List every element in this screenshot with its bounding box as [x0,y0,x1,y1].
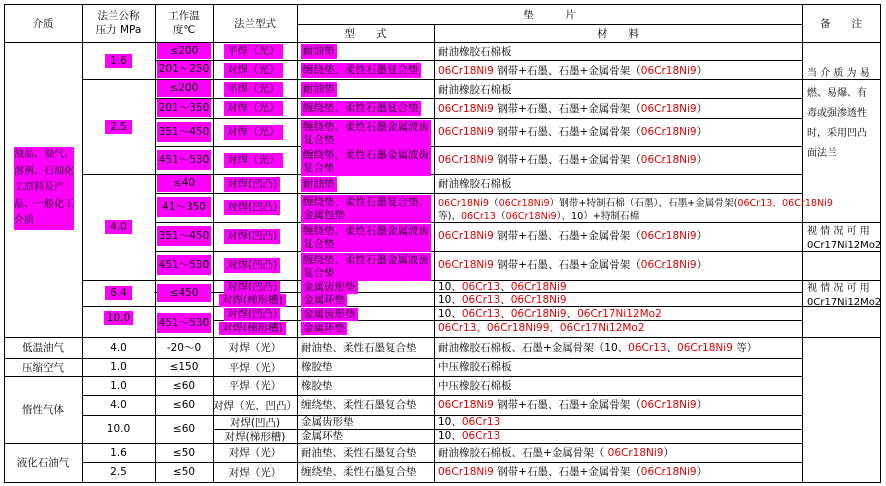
material-cell: 耐油橡胶石棉板 [438,46,512,58]
material-cell: 06Cr13、06Cr18Ni99、06Cr17Ni12Mo2 [438,322,645,334]
material-cell: 06Cr18Ni9 钢带+石墨、石墨+金属骨架（06Cr18Ni9） [438,259,708,271]
flange-type-cell: 对焊(凹凸) [224,200,280,215]
material-cell: 06Cr18Ni9 钢带+石墨、石墨+金属骨架（06Cr18Ni9） [438,126,708,138]
flange-type-cell: 对焊(梯形槽) [219,322,286,335]
header-gasket: 垫 片 [523,8,576,21]
medium-compressed-air: 压缩空气 [22,361,64,374]
flange-type-cell: 对焊（光） [228,447,282,459]
temp-cell: 351～450 [157,122,211,142]
temp-cell: 201～350 [157,99,211,117]
gasket-type-cell: 橡胶垫 [301,380,333,392]
material-cell: 中压橡胶石棉板 [438,361,512,373]
flange-type-cell: 对焊（光） [224,125,283,140]
temp-cell: ≤60 [172,399,196,411]
material-cell: 06Cr18Ni9（06Cr18Ni9）钢带+特制石棉（石墨）、石墨+金属骨架(06Cr13、06Cr18Ni9 等)、06Cr13（06Cr18Ni9）、10）+特制石棉 [438,198,834,222]
pressure-cell: 4.0 [82,174,155,280]
remark-cell: 视 情 况 可 用 0Cr17Ni12Mo2 [807,283,882,308]
row-line [82,306,880,307]
temp-cell: ≤200 [157,80,211,97]
flange-type-cell: 平焊（光） [224,82,283,97]
row-line [155,60,802,61]
gasket-type-cell: 缠绕垫、柔性石墨复合垫 [301,399,417,411]
flange-type-cell: 对焊(梯形槽) [219,294,286,307]
temp-cell: 201～250 [157,61,211,78]
flange-type-cell: 对焊(凹凸) [224,177,280,192]
pressure-cell: 1.6 [82,42,155,79]
temp-cell: 451～530 [157,255,211,275]
remark-cell: 当 介 质 为 易 燃、易爆、有 毒或强渗透性 时，采用凹凸 面法兰 [807,68,870,159]
flange-type-cell: 对焊（光） [224,63,283,78]
gasket-type-cell: 耐油垫 [303,83,335,95]
gasket-type-cell: 缠绕垫、柔性石墨复合垫 [301,466,417,478]
flange-type-cell: 平焊（光） [224,44,283,59]
temp-cell: ≤200 [157,43,211,59]
header-flange-type: 法兰型式 [234,17,276,30]
material-cell: 06Cr18Ni9 钢带+石墨、石墨+金属骨架（06Cr18Ni9） [438,103,708,115]
temp-cell: ≤150 [169,361,199,373]
temp-cell: ≤60 [172,423,196,435]
row-line [155,193,802,194]
temp-cell: 451～530 [157,313,211,333]
material-cell: 耐油橡胶石棉板、石墨+金属骨架（10、06Cr13、06Cr18Ni9 等） [438,342,758,354]
temp-cell: 351～450 [157,226,211,246]
material-cell: 中压橡胶石棉板 [438,380,512,392]
temp-cell: ≤40 [157,175,211,192]
table-border-bottom [4,482,881,483]
material-cell: 06Cr18Ni9 钢带+石墨、石墨+金属骨架（06Cr18Ni9） [438,230,708,242]
header-gasket-material: 材 料 [597,27,639,40]
temp-cell: ≤50 [172,466,196,478]
material-cell: 10、06Cr13、06Cr18Ni9 [438,281,567,293]
flange-type-cell: 对焊(凹凸) [224,258,280,273]
flange-type-cell: 对焊（光） [228,342,282,354]
gasket-type-cell: 金属环垫 [301,430,343,442]
row-line [155,118,802,119]
temp-cell: ≤450 [157,284,211,302]
gasket-type-cell: 金属齿形垫 [303,308,356,320]
material-cell: 06Cr18Ni9 钢带+石墨、石墨+金属骨架（06Cr18Ni9） [438,154,708,166]
material-cell: 10、06Cr13、06Cr18Ni9 [438,294,567,306]
gasket-type-cell: 金属环垫 [303,322,345,334]
medium-oil-group: 油品、油气、 溶剂、石油化 工原料及产 品、一般化工 介质 [14,147,74,230]
header-temperature: 工作温 度℃ [168,9,200,36]
gasket-type-cell: 耐油垫、柔性石墨复合垫 [301,342,417,354]
temp-cell: 451～530 [157,150,211,170]
row-line [155,146,802,147]
flange-type-cell: 平焊（光） [228,361,282,374]
gasket-type-cell: 缠绕垫、柔性石墨复合垫、 金属包垫 [303,196,429,221]
temp-cell: ≤50 [172,446,196,459]
material-cell: 耐油橡胶石棉板 [438,84,512,96]
col-line-6 [802,4,803,483]
temp-cell: -20～0 [166,342,202,354]
gasket-type-cell: 缠绕垫、柔性石墨金属波齿 复合垫 [303,149,429,174]
remark-cell: 视 情 况 可 用 0Cr17Ni12Mo2 [807,226,882,251]
gasket-type-cell: 缠绕垫、柔性石墨金属波齿 复合垫 [303,254,429,279]
gasket-type-cell: 缠绕垫、柔性石墨复合垫 [303,64,419,76]
material-cell: 06Cr18Ni9 钢带+石墨、石墨+金属骨架（06Cr18Ni9） [438,65,708,77]
flange-type-cell: 对焊(凹凸) [229,416,281,429]
row-line [155,98,802,99]
header-medium: 介质 [32,17,54,30]
material-cell: 10、06Cr13 [438,416,501,428]
gasket-type-cell: 耐油垫 [303,45,335,57]
pressure-cell: 1.0 [110,361,127,373]
temp-cell: ≤60 [172,379,196,392]
gasket-type-cell: 缠绕垫、柔性石墨金属波齿 复合垫 [303,225,429,250]
medium-inert-gas: 惰性气体 [22,404,64,416]
flange-type-cell: 对焊（光） [224,153,283,168]
material-cell: 10、06Cr13 [438,430,501,442]
flange-type-cell: 对焊（光） [228,466,282,479]
material-cell: 耐油橡胶石棉板 [438,178,512,190]
pressure-cell: 4.0 [110,399,127,411]
flange-type-cell: 对焊(凹凸) [224,308,280,321]
flange-type-cell: 对焊(梯形槽) [224,430,286,443]
row-line [155,251,880,252]
medium-low-temp: 低温油气 [22,342,64,354]
pressure-cell: 4.0 [110,341,127,354]
gasket-type-cell: 缠绕垫、柔性石墨金属波齿 复合垫 [303,121,429,146]
flange-type-cell: 对焊(凹凸) [224,229,280,244]
col-line-4 [297,4,298,483]
material-cell: 06Cr18Ni9 钢带+石墨、石墨+金属骨架（06Cr18Ni9） [438,399,708,411]
pressure-cell: 1.6 [110,446,127,459]
gasket-type-cell: 金属环垫 [303,294,345,306]
header-gasket-type: 型 式 [344,27,387,40]
pressure-cell: 10.0 [82,306,155,330]
pressure-cell: 10.0 [106,423,131,435]
flange-type-cell: 对焊(凹凸) [224,281,280,294]
pressure-cell: 1.0 [110,379,127,392]
pressure-cell: 6.4 [82,280,155,306]
gasket-type-cell: 缠绕垫、柔性石墨复合垫 [303,102,419,114]
flange-type-cell: 平焊（光） [228,380,282,392]
gasket-type-cell: 金属齿形垫 [303,281,356,293]
flange-type-cell: 对焊（光） [224,101,283,116]
temp-cell: 41～350 [157,197,211,217]
material-cell: 耐油橡胶石棉板、石墨+金属骨架（ 06Cr18Ni9） [438,447,674,459]
header-pressure: 法兰公称 压力 MPa [95,9,142,36]
flange-type-cell: 对焊（光、凹凸） [213,399,297,412]
material-cell: 10、06Cr13、06Cr18Ni9、06Cr17Ni12Mo2 [438,308,662,320]
header-remark: 备 注 [820,17,862,30]
gasket-type-cell: 耐油垫 [303,178,335,190]
gasket-type-cell: 耐油垫、柔性石墨复合垫 [301,447,417,459]
medium-lpg: 液化石油气 [16,457,70,469]
pressure-cell: 2.5 [110,466,127,478]
gasket-type-cell: 金属齿形垫 [301,416,354,428]
pressure-cell: 2.5 [82,79,155,174]
gasket-type-cell: 橡胶垫 [301,361,333,373]
material-cell: 06Cr18Ni9 钢带+石墨、石墨+金属骨架（06Cr18Ni9） [438,466,708,478]
